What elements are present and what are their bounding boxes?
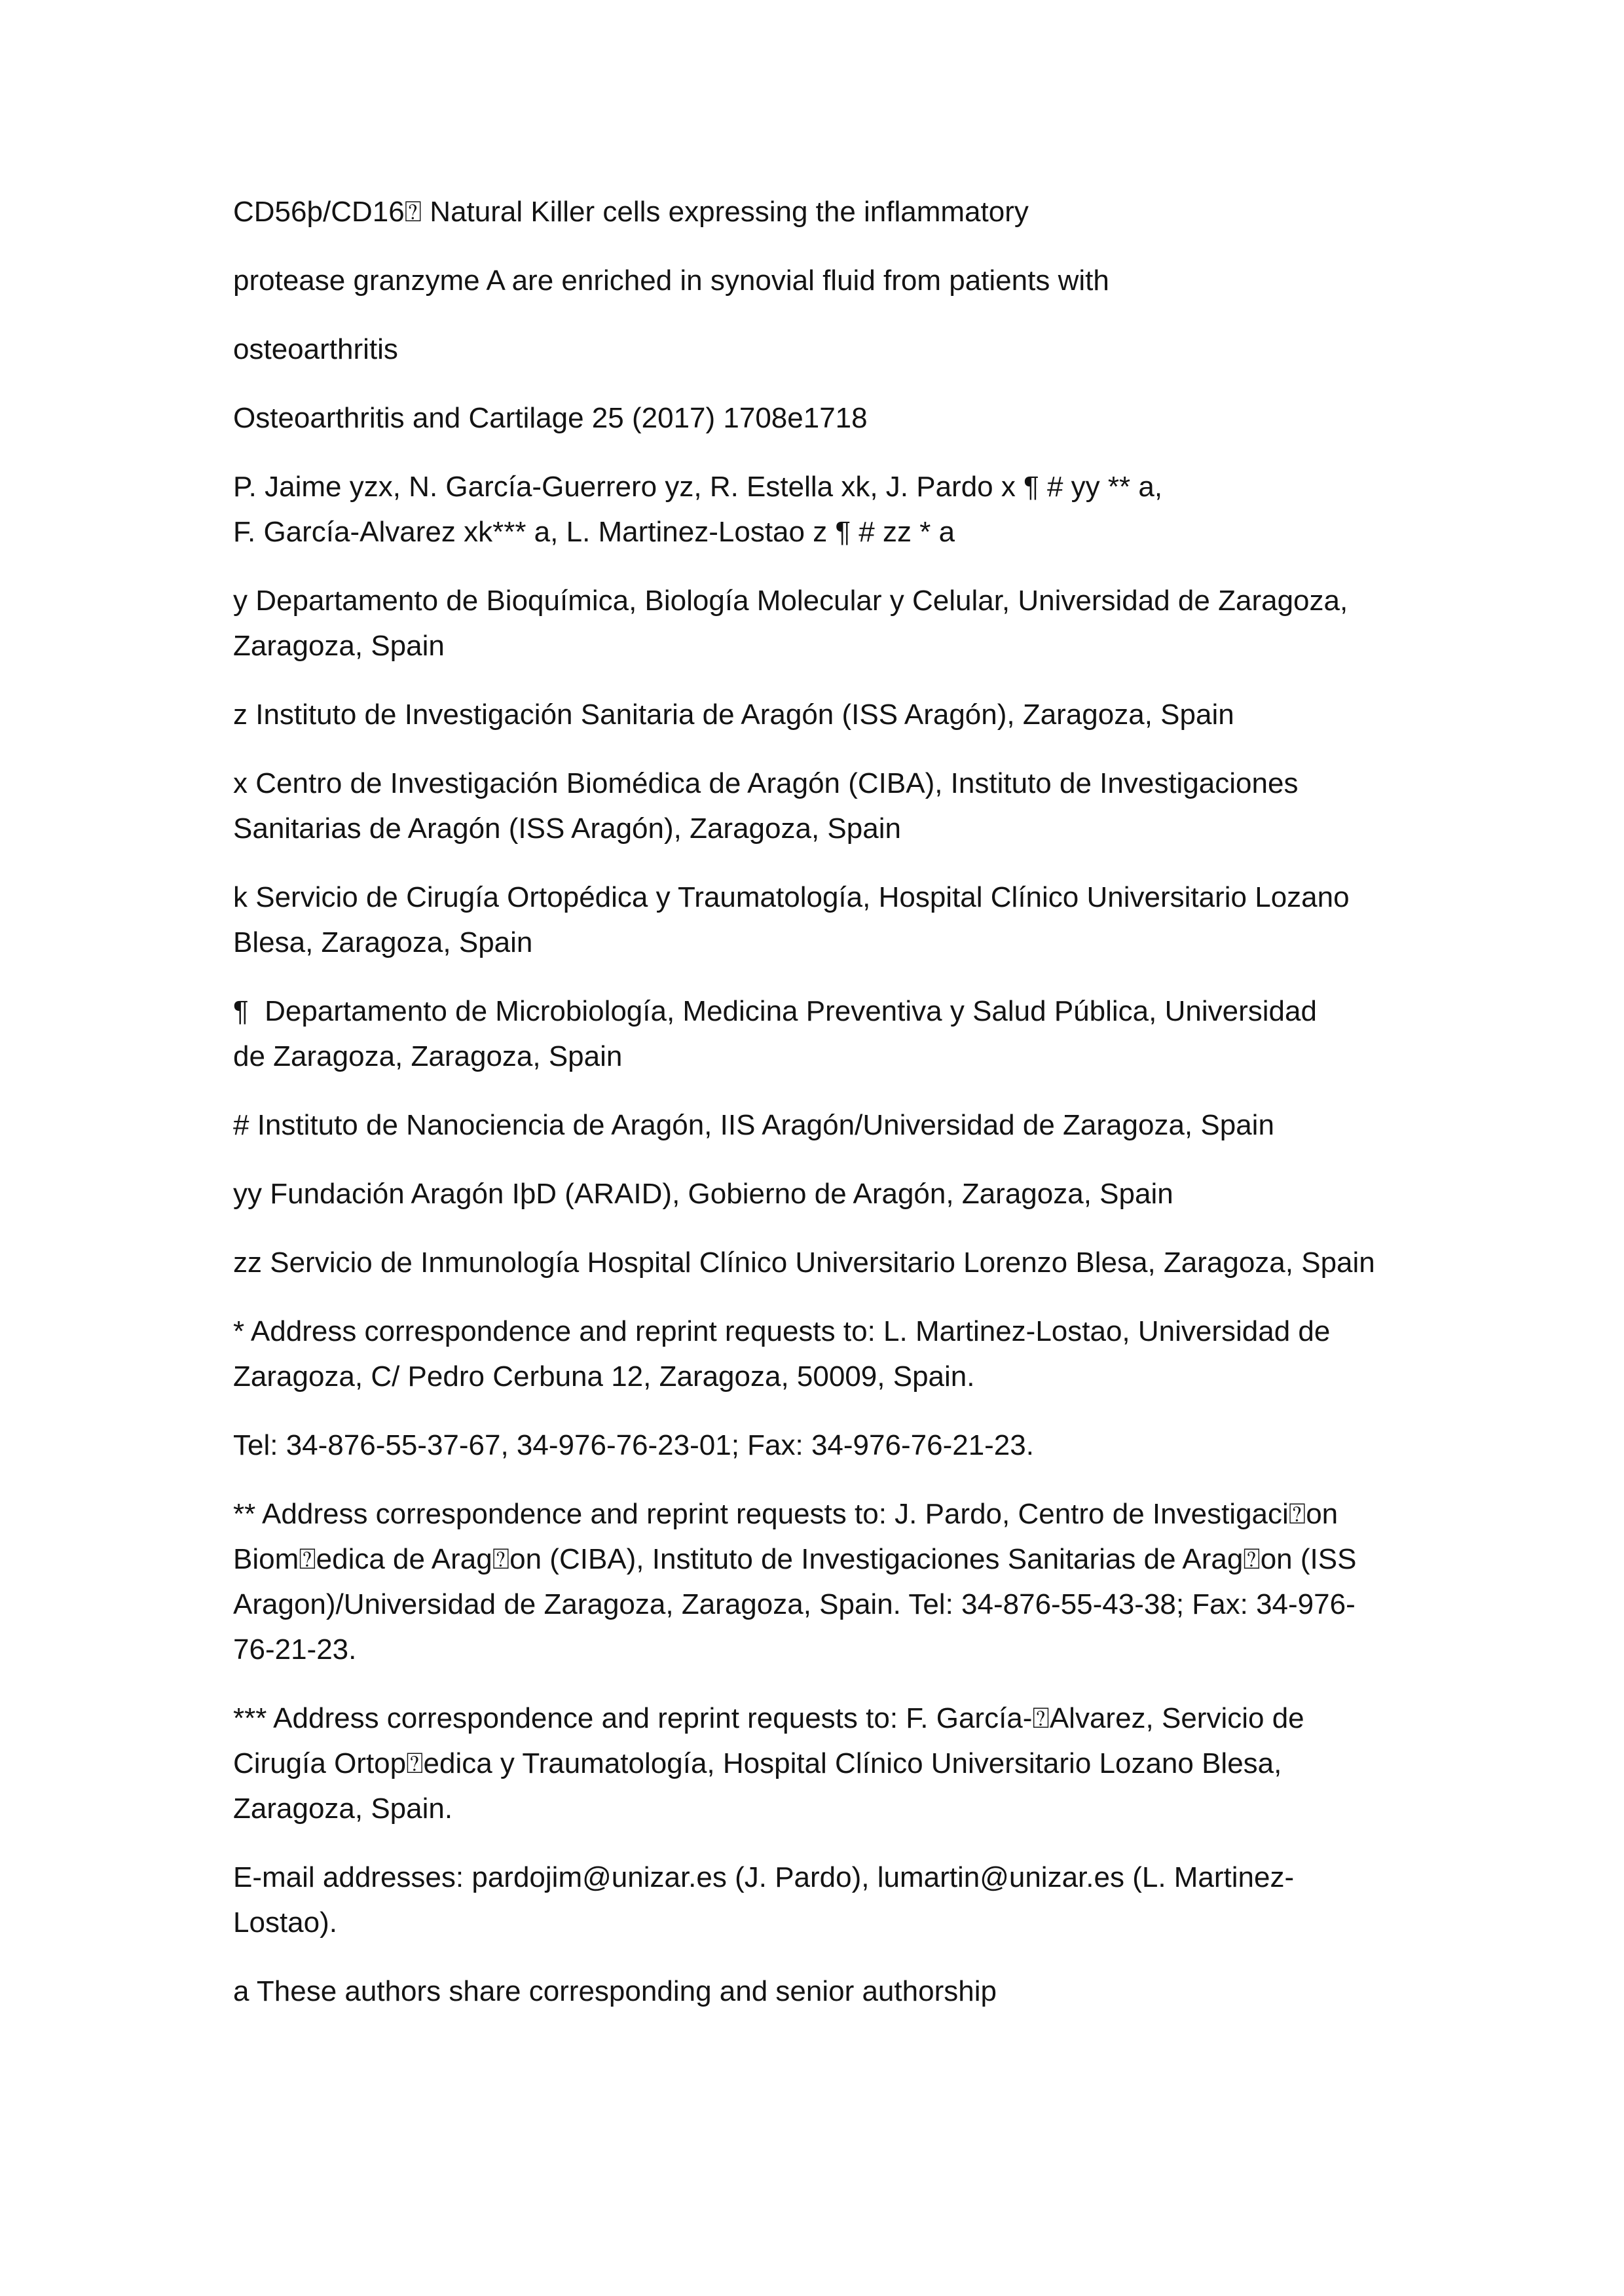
- authorship-note-line-1: a These authors share corresponding and senior authorship: [233, 1975, 997, 2007]
- affiliation-k: [233, 875, 1441, 965]
- correspondence-secondary-line-1: ** Address correspondence and reprint requests to: J. Pardo, Centro de Investigaci⍰on: [233, 1498, 1338, 1530]
- paper-title-part-3-line-1: osteoarthritis: [233, 333, 398, 365]
- journal-citation-line-1: Osteoarthritis and Cartilage 25 (2017) 1708e1718: [233, 402, 868, 434]
- correspondence-primary-line-1: * Address correspondence and reprint requests to: L. Martinez-Lostao, Universidad de: [233, 1315, 1331, 1347]
- affiliation-zz-line-1: zz Servicio de Inmunología Hospital Clínico Universitario Lorenzo Blesa, Zaragoza, Spain: [233, 1247, 1375, 1279]
- paper-front-matter: [233, 189, 1441, 2014]
- correspondence-tertiary-line-2: Cirugía Ortop⍰edica y Traumatología, Hospital Clínico Universitario Lozano Blesa,: [233, 1747, 1282, 1779]
- affiliation-y-line-1: y Departamento de Bioquímica, Biología Molecular y Celular, Universidad de Zaragoza,: [233, 585, 1348, 617]
- author-list: [233, 464, 1441, 555]
- affiliation-hash-line-1: # Instituto de Nanociencia de Aragón, IIS Aragón/Universidad de Zaragoza, Spain: [233, 1109, 1274, 1141]
- email-addresses: [233, 1855, 1441, 1945]
- affiliation-yy-line-1: yy Fundación Aragón IþD (ARAID), Gobierno de Aragón, Zaragoza, Spain: [233, 1178, 1173, 1210]
- affiliation-zz: [233, 1240, 1441, 1285]
- tel-fax-primary-line-1: Tel: 34-876-55-37-67, 34-976-76-23-01; Fax: 34-976-76-21-23.: [233, 1429, 1034, 1461]
- affiliation-x-line-2: Sanitarias de Aragón (ISS Aragón), Zaragoza, Spain: [233, 812, 901, 845]
- affiliation-yy: [233, 1171, 1441, 1216]
- affiliation-z: [233, 692, 1441, 737]
- author-list-line-2: F. García-Alvarez xk*** a, L. Martinez-Lostao z ¶ # zz * a: [233, 516, 955, 548]
- correspondence-secondary-line-3: Aragon)/Universidad de Zaragoza, Zaragoza, Spain. Tel: 34-876-55-43-38; Fax: 34-976-: [233, 1588, 1356, 1620]
- affiliation-pilcrow-line-1: ¶ Departamento de Microbiología, Medicina Preventiva y Salud Pública, Universidad: [233, 995, 1317, 1027]
- affiliation-pilcrow-line-2: de Zaragoza, Zaragoza, Spain: [233, 1040, 623, 1072]
- paper-title-part-3: [233, 327, 1441, 372]
- affiliation-y-line-2: Zaragoza, Spain: [233, 630, 445, 662]
- affiliation-hash: [233, 1102, 1441, 1148]
- correspondence-tertiary-line-3: Zaragoza, Spain.: [233, 1793, 453, 1825]
- correspondence-secondary: [233, 1491, 1441, 1672]
- paper-title-part-2: [233, 258, 1441, 303]
- paper-title-part-2-line-1: protease granzyme A are enriched in synovial fluid from patients with: [233, 264, 1109, 297]
- email-addresses-line-1: E-mail addresses: pardojim@unizar.es (J. Pardo), lumartin@unizar.es (L. Martinez-: [233, 1861, 1295, 1893]
- paper-title-part-1-line-1: CD56þ/CD16⍰ Natural Killer cells expressing the inflammatory: [233, 196, 1029, 228]
- affiliation-k-line-1: k Servicio de Cirugía Ortopédica y Traumatología, Hospital Clínico Universitario Lozano: [233, 881, 1350, 913]
- affiliation-pilcrow: [233, 989, 1441, 1079]
- correspondence-secondary-line-4: 76-21-23.: [233, 1633, 357, 1666]
- correspondence-tertiary: [233, 1696, 1441, 1831]
- affiliation-y: [233, 578, 1441, 668]
- authorship-note: [233, 1969, 1441, 2014]
- correspondence-primary: [233, 1309, 1441, 1399]
- correspondence-primary-line-2: Zaragoza, C/ Pedro Cerbuna 12, Zaragoza, 50009, Spain.: [233, 1360, 975, 1393]
- affiliation-x: [233, 761, 1441, 851]
- correspondence-tertiary-line-1: *** Address correspondence and reprint requests to: F. García-⍰Alvarez, Servicio de: [233, 1702, 1304, 1734]
- journal-citation: [233, 395, 1441, 441]
- correspondence-secondary-line-2: Biom⍰edica de Arag⍰on (CIBA), Instituto de Investigaciones Sanitarias de Arag⍰on (ISS: [233, 1543, 1357, 1575]
- tel-fax-primary: [233, 1423, 1441, 1468]
- author-list-line-1: P. Jaime yzx, N. García-Guerrero yz, R. Estella xk, J. Pardo x ¶ # yy ** a,: [233, 471, 1163, 503]
- email-addresses-line-2: Lostao).: [233, 1906, 337, 1939]
- paper-title-part-1: [233, 189, 1441, 234]
- affiliation-x-line-1: x Centro de Investigación Biomédica de Aragón (CIBA), Instituto de Investigaciones: [233, 767, 1299, 799]
- affiliation-k-line-2: Blesa, Zaragoza, Spain: [233, 926, 533, 958]
- affiliation-z-line-1: z Instituto de Investigación Sanitaria de Aragón (ISS Aragón), Zaragoza, Spain: [233, 699, 1234, 731]
